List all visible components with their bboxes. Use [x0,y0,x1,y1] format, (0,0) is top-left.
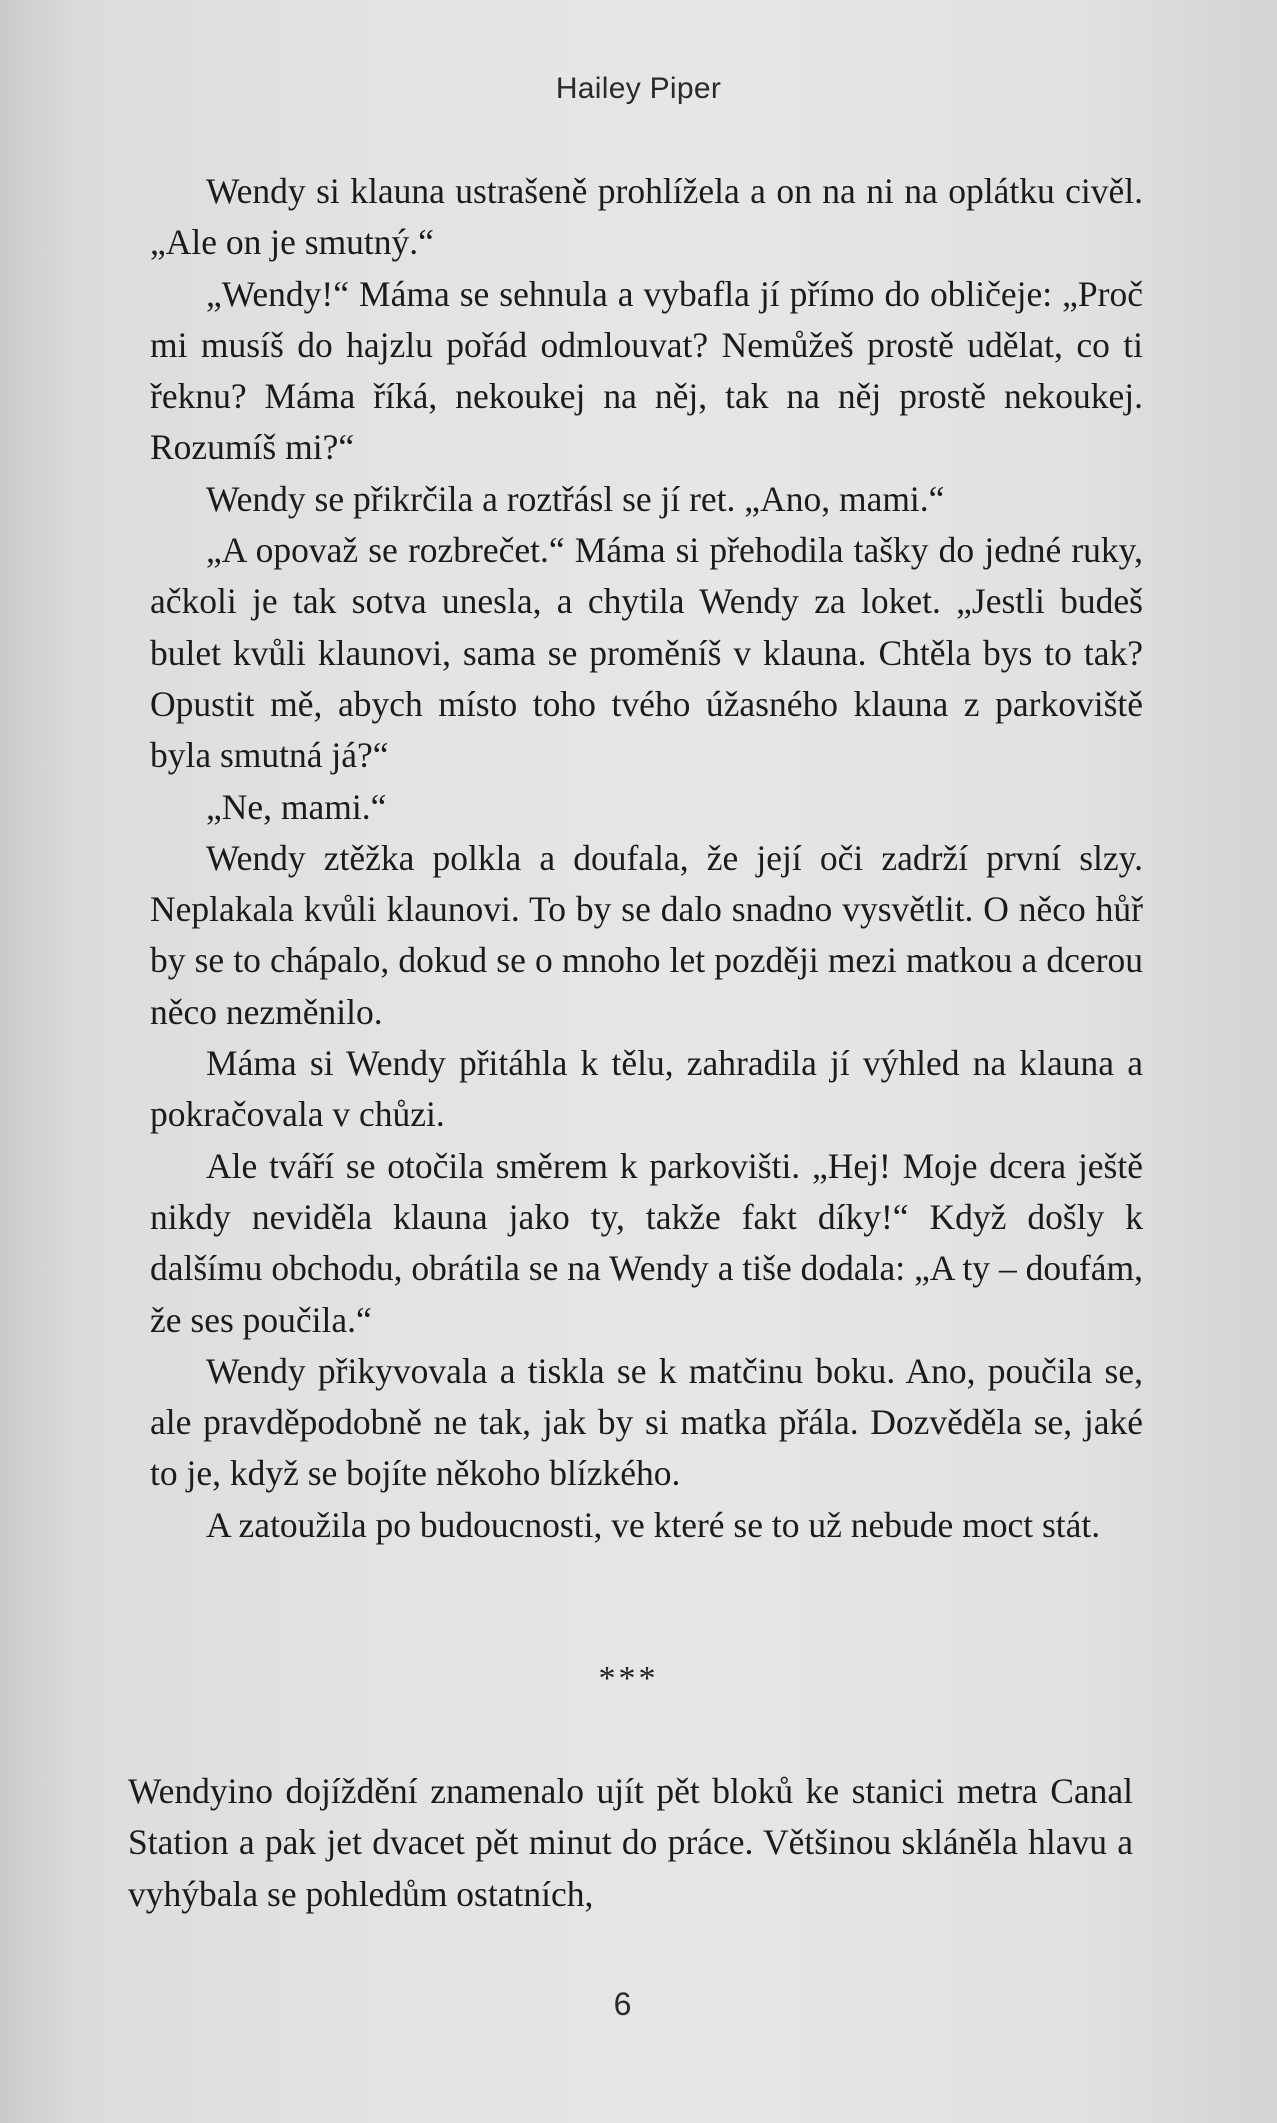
page-number: 6 [613,1986,632,2022]
paragraph: Máma si Wendy přitáhla k tělu, zahradila jí výhled na klauna a pokračovala v chůzi. [150,1043,1143,1135]
next-section-text [128,1766,1133,1920]
running-header-author: Hailey Piper [555,72,722,105]
paragraph: Wendy přikyvovala a tiskla se k matčinu boku. Ano, poučila se, ale pravděpodobně ne tak, jak by si matka přála. Dozvěděla se, jaké to je, když se bojíte někoho blízkého. [150,1350,1143,1494]
paragraph: „A opovaž se rozbrečet.“ Máma si přehodila tašky do jedné ruky, ačkoli je tak sotva unesla, a chytila Wendy za loket. „Jestli budeš bulet kvůli klaunovi, sama se proměníš v klauna. Chtěla bys to tak? Opustit mě, abych místo toho tvého úžasného klauna z parkoviště byla smutná já?“ [150,530,1143,776]
paragraph: A zatoužila po budoucnosti, ve které se to už nebude moct stát. [206,1504,1101,1545]
paragraph: Wendy se přikrčila a roztřásl se jí ret. „Ano, mami.“ [206,478,945,519]
paragraph: Ale tváří se otočila směrem k parkovišti. „Hej! Moje dcera ještě nikdy neviděla klauna jako ty, takže fakt díky!“ Když došly k dalšímu obchodu, obrátila se na Wendy a tiše dodala: „A ty – doufám, že ses poučila.“ [150,1145,1143,1340]
paragraph: Wendyino dojíždění znamenalo ujít pět bloků ke stanici metra Canal Station a pak jet dvacet pět minut do práce. Většinou skláněla hlavu a vyhýbala se pohledům ostatních, [128,1771,1133,1914]
section-separator: *** [598,1660,659,1697]
chapter-text [150,166,1143,1551]
paragraph: „Ne, mami.“ [206,786,387,827]
paragraph: Wendy si klauna ustrašeně prohlížela a on na ni na oplátku civěl. „Ale on je smutný.“ [150,171,1143,263]
paragraph: Wendy ztěžka polkla a doufala, že její oči zadrží první slzy. Neplakala kvůli klaunovi. To by se dalo snadno vysvětlit. O něco hůř by se to chápalo, dokud se o mnoho let později mezi matkou a dcerou něco nezměnilo. [150,837,1143,1032]
paragraph: „Wendy!“ Máma se sehnula a vybafla jí přímo do obličeje: „Proč mi musíš do hajzlu pořád odmlouvat? Nemůžeš prostě udělat, co ti řeknu? Máma říká, nekoukej na něj, tak na něj prostě nekoukej. Rozumíš mi?“ [150,273,1143,468]
